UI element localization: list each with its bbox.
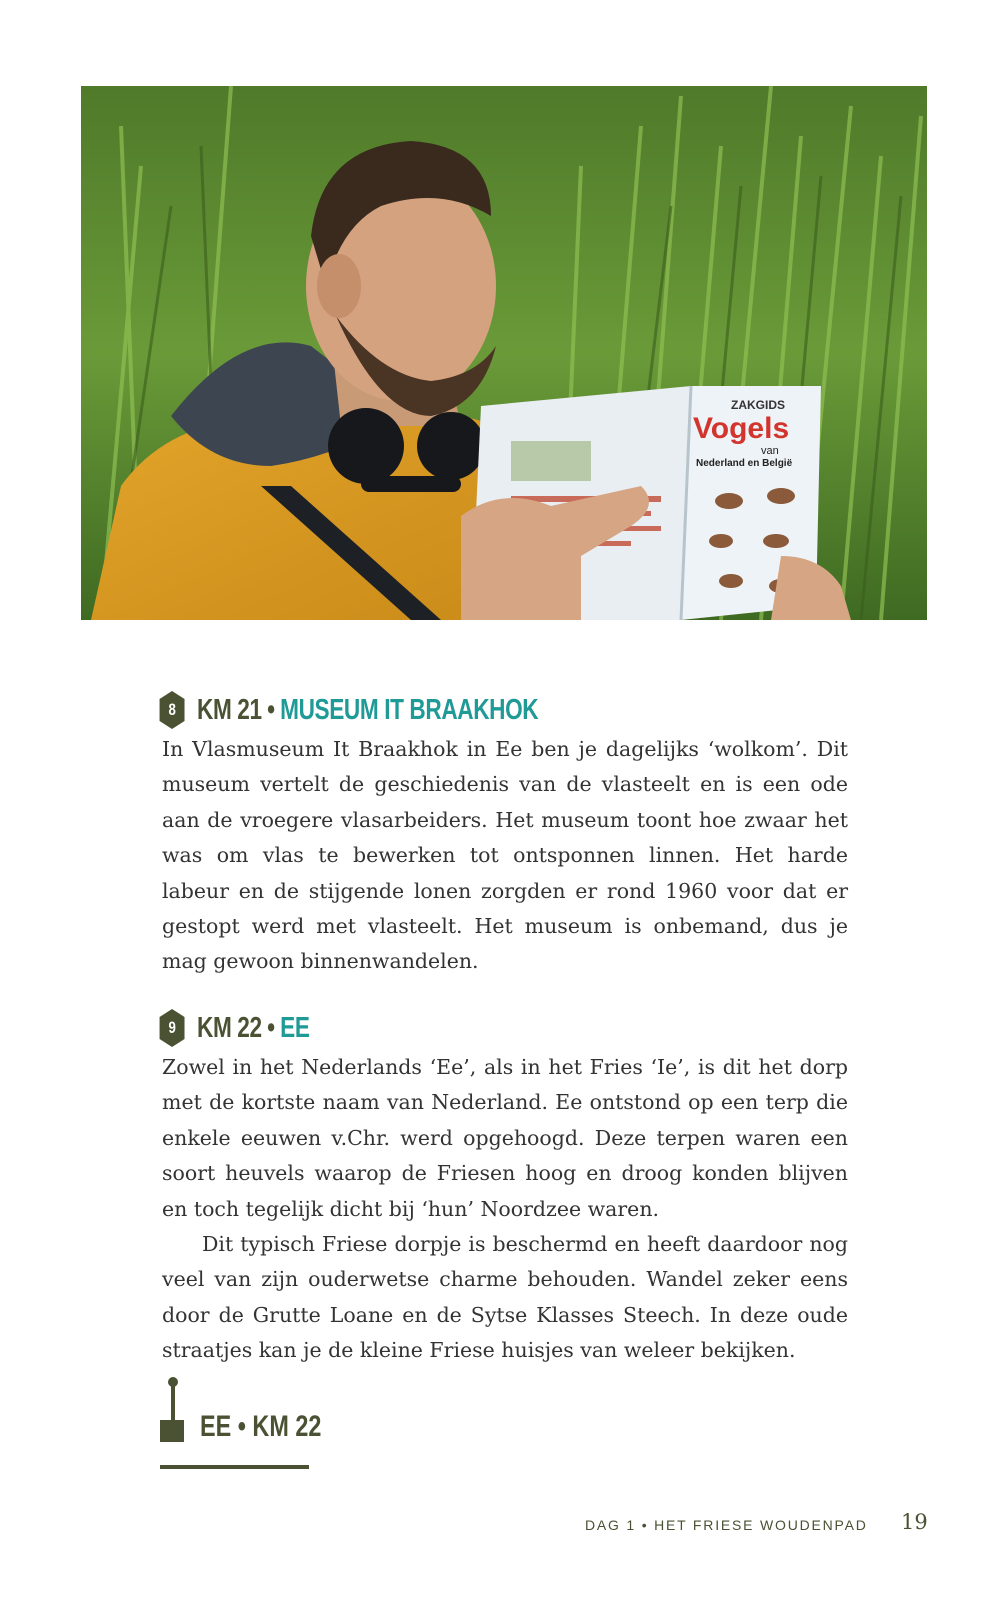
svg-text:Nederland en België: Nederland en België — [696, 458, 793, 469]
separator-dot: • — [237, 1410, 253, 1443]
svg-text:van: van — [761, 445, 779, 457]
section-heading-km21 — [158, 690, 538, 730]
waypoint-badge — [158, 1008, 186, 1048]
km-label: KM 21 — [197, 693, 262, 726]
section-heading-km22 — [158, 1008, 310, 1048]
section-body-paragraph: In Vlasmuseum It Braakhok in Ee ben je dagelijks ‘wolkom’. Dit museum vertelt de geschiedenis van de vlasteelt en is een ode aan de vroegere vlasarbeiders. Het museum toont hoe zwaar het was om vlas te bewerken tot ontsponnen linnen. Het harde labeur en de stijgende lonen zorgden er rond 1960 voor dat er gestopt werd met vlasteelt. Het museum is onbemand, dus je mag gewoon binnenwandelen. — [162, 737, 848, 974]
divider-rule — [160, 1465, 309, 1469]
page-number: 19 — [901, 1510, 928, 1534]
route-end-marker — [160, 1376, 356, 1442]
running-footer-title: DAG 1 • HET FRIESE WOUDENPAD — [585, 1517, 868, 1533]
svg-text:ZAKGIDS: ZAKGIDS — [731, 398, 785, 412]
waypoint-badge — [158, 690, 186, 730]
km-label: KM 22 — [197, 1011, 262, 1044]
svg-text:Vogels: Vogels — [693, 412, 790, 445]
end-km: KM 22 — [252, 1410, 322, 1443]
waypoint-number: 8 — [168, 700, 176, 719]
hiker-reading-bird-guide-photo — [81, 86, 927, 620]
place-name: MUSEUM IT BRAAKHOK — [280, 693, 539, 726]
end-place: EE — [200, 1410, 232, 1443]
trail-end-post-icon — [160, 1376, 186, 1442]
section-body-paragraph: Dit typisch Friese dorpje is beschermd en heeft daardoor nog veel van zijn ouderwetse charme behouden. Wandel zeker eens door de Grutte Loane en de Sytse Klasses Steech. In deze oude straatjes kan je de kleine Friese huisjes van weleer bekijken. — [162, 1232, 848, 1363]
waypoint-number: 9 — [168, 1018, 176, 1037]
section-body-paragraph: Zowel in het Nederlands ‘Ee’, als in het Fries ‘Ie’, is dit het dorp met de kortste naam van Nederland. Ee ontstond op een terp die enkele eeuwen v.Chr. werd opgehoogd. Deze terpen waren een soort heuvels waarop de Friesen hoog en droog konden blijven en toch tegelijk dicht bij ‘hun’ Noordzee waren. — [162, 1055, 848, 1221]
separator-dot: • — [267, 693, 275, 726]
separator-dot: • — [267, 1011, 275, 1044]
place-name: EE — [280, 1011, 310, 1044]
